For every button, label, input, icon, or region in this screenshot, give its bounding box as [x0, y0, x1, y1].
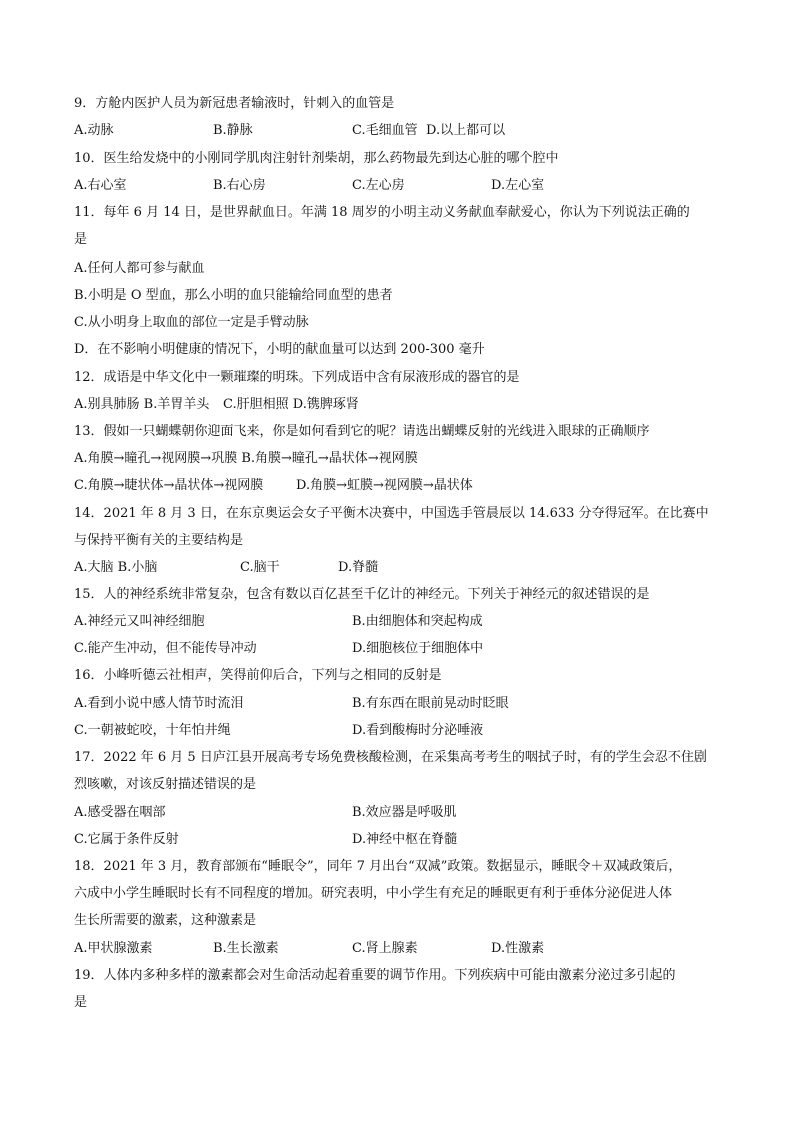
question-stem-continued: 是: [74, 232, 88, 247]
option-d: D.角膜→虹膜→视网膜→晶状体: [296, 478, 473, 493]
option-c: C.一朝被蛇咬，十年怕井绳: [74, 723, 231, 738]
option-ab: A.角膜→瞳孔→视网膜→巩膜 B.角膜→瞳孔→晶状体→视网膜: [74, 451, 418, 466]
question-stem: 12．成语是中华文化中一颗璀璨的明珠。下列成语中含有尿液形成的器官的是: [74, 370, 520, 385]
option-a: A.右心室: [74, 178, 127, 193]
option-c: C.它属于条件反射: [74, 832, 179, 847]
option-b: B.右心房: [213, 178, 266, 193]
option-d: D.细胞核位于细胞体中: [352, 641, 484, 656]
option-c: C.肾上腺素: [352, 941, 418, 956]
question-stem-continued: 是: [74, 995, 88, 1010]
option-ab: A.大脑 B.小脑: [74, 560, 158, 575]
option-a: A.任何人都可参与献血: [74, 261, 205, 276]
question-stem: 13．假如一只蝴蝶朝你迎面飞来，你是如何看到它的呢？请选出蝴蝶反射的光线进入眼球的正确顺序: [74, 424, 650, 439]
question-stem-continued: 烈咳嗽，对该反射描述错误的是: [74, 777, 257, 792]
question-stem: 18．2021 年 3 月，教育部颁布“睡眠令”，同年 7 月出台“双减”政策。数据显示，睡眠令＋双减政策后，: [74, 859, 682, 874]
question-stem: 9．方舱内医护人员为新冠患者输液时，针刺入的血管是: [74, 96, 395, 111]
question-stem-continued: 六成中小学生睡眠时长有不同程度的增加。研究表明，中小学生有充足的睡眠更有利于垂体分泌促进人体: [74, 886, 673, 901]
question-stem-continued: 与保持平衡有关的主要结构是: [74, 533, 244, 548]
option-c: C.角膜→睫状体→晶状体→视网膜: [74, 478, 264, 493]
option-c: C.从小明身上取血的部位一定是手臂动脉: [74, 315, 309, 330]
question-stem: 15．人的神经系统非常复杂，包含有数以百亿甚至千亿计的神经元。下列关于神经元的叙述错误的是: [74, 587, 650, 602]
option-b: B.小明是 O 型血，那么小明的血只能输给同血型的患者: [74, 288, 393, 303]
question-stem: 19．人体内多种多样的激素都会对生命活动起着重要的调节作用。下列疾病中可能由激素分泌过多引起的: [74, 968, 676, 983]
option-b: B.静脉: [213, 123, 253, 138]
option-b: B.效应器是呼吸肌: [352, 805, 457, 820]
option-d: D．在不影响小明健康的情况下，小明的献血量可以达到 200-300 毫升: [74, 342, 485, 357]
option-b: B.由细胞体和突起构成: [352, 614, 483, 629]
question-stem: 14．2021 年 8 月 3 日，在东京奥运会女子平衡木决赛中，中国选手管晨辰以 14.633 分夺得冠军。在比赛中: [74, 506, 709, 521]
option-c: C.毛细血管: [352, 123, 418, 138]
question-stem: 10．医生给发烧中的小刚同学肌肉注射针剂柴胡，那么药物最先到达心脏的哪个腔中: [74, 151, 559, 166]
question-stem: 11．每年 6 月 14 日，是世界献血日。年满 18 周岁的小明主动义务献血奉献爱心，你认为下列说法正确的: [74, 205, 690, 220]
option-a: A.看到小说中感人情节时流泪: [74, 696, 244, 711]
option-d: D.以上都可以: [426, 123, 506, 138]
question-stem: 17．2022 年 6 月 5 日庐江县开展高考专场免费核酸检测，在采集高考考生的咽拭子时，有的学生会忍不住剧: [74, 750, 707, 765]
option-cd: C.肝胆相照 D.镌脾琢肾: [223, 397, 359, 412]
option-c: C.能产生冲动，但不能传导冲动: [74, 641, 257, 656]
option-d: D.性激素: [491, 941, 545, 956]
option-d: D.脊髓: [338, 560, 379, 575]
question-stem-continued: 生长所需要的激素，这种激素是: [74, 913, 257, 928]
question-stem: 16．小峰听德云社相声，笑得前仰后合，下列与之相同的反射是: [74, 668, 442, 683]
option-d: D.看到酸梅时分泌唾液: [352, 723, 484, 738]
option-c: C.左心房: [352, 178, 405, 193]
option-c: C.脑干: [240, 560, 280, 575]
option-d: D.左心室: [491, 178, 545, 193]
option-a: A.动脉: [74, 123, 114, 138]
option-a: A.甲状腺激素: [74, 941, 153, 956]
option-a: A.神经元又叫神经细胞: [74, 614, 205, 629]
option-b: B.生长激素: [213, 941, 279, 956]
option-a: A.感受器在咽部: [74, 805, 166, 820]
option-b: B.有东西在眼前晃动时眨眼: [352, 696, 509, 711]
option-ab: A.别具肺肠 B.羊胃羊头: [74, 397, 210, 412]
option-d: D.神经中枢在脊髓: [352, 832, 458, 847]
